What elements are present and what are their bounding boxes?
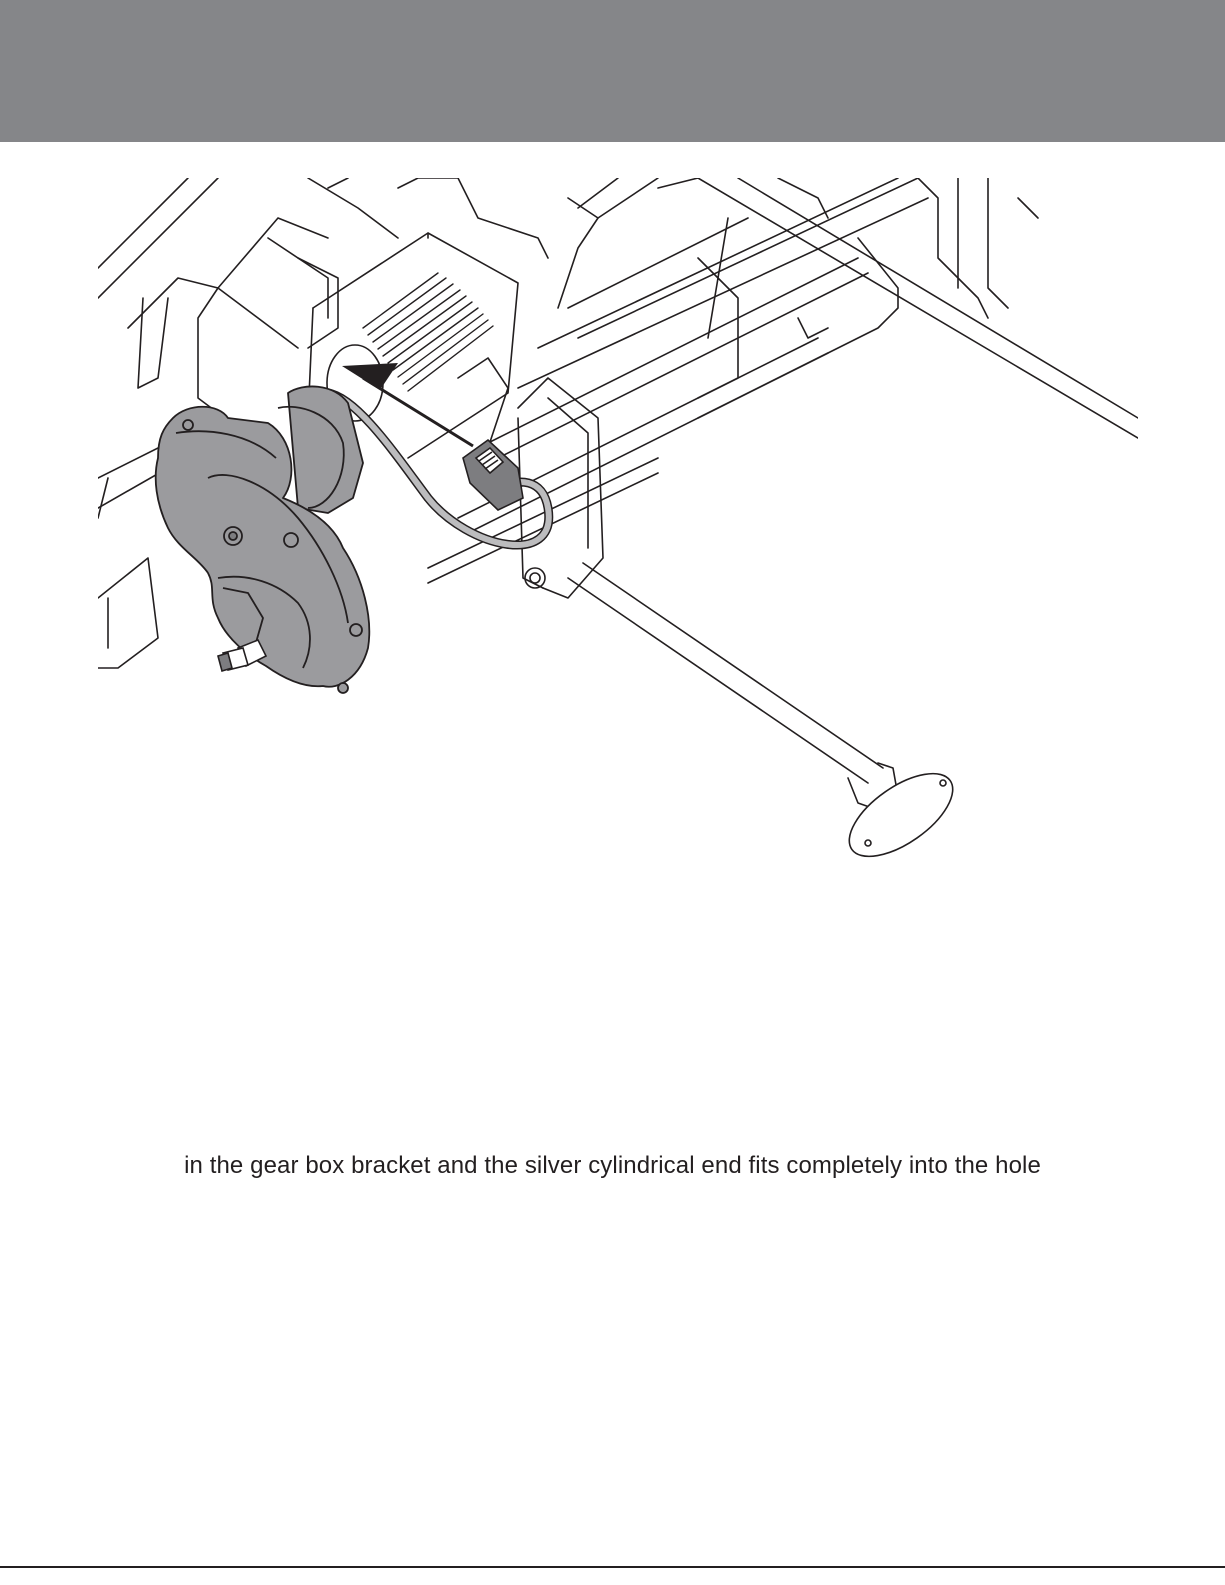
header-band <box>0 0 1225 142</box>
instruction-caption: in the gear box bracket and the silver cylindrical end fits completely into the hole <box>184 1152 1041 1179</box>
arrow-icon <box>342 363 473 446</box>
gear-box-motor-icon <box>156 386 370 693</box>
leg-rod <box>568 563 898 810</box>
frame-rods <box>428 258 868 583</box>
assembly-illustration <box>98 178 1138 878</box>
bottom-rule <box>0 1566 1225 1568</box>
